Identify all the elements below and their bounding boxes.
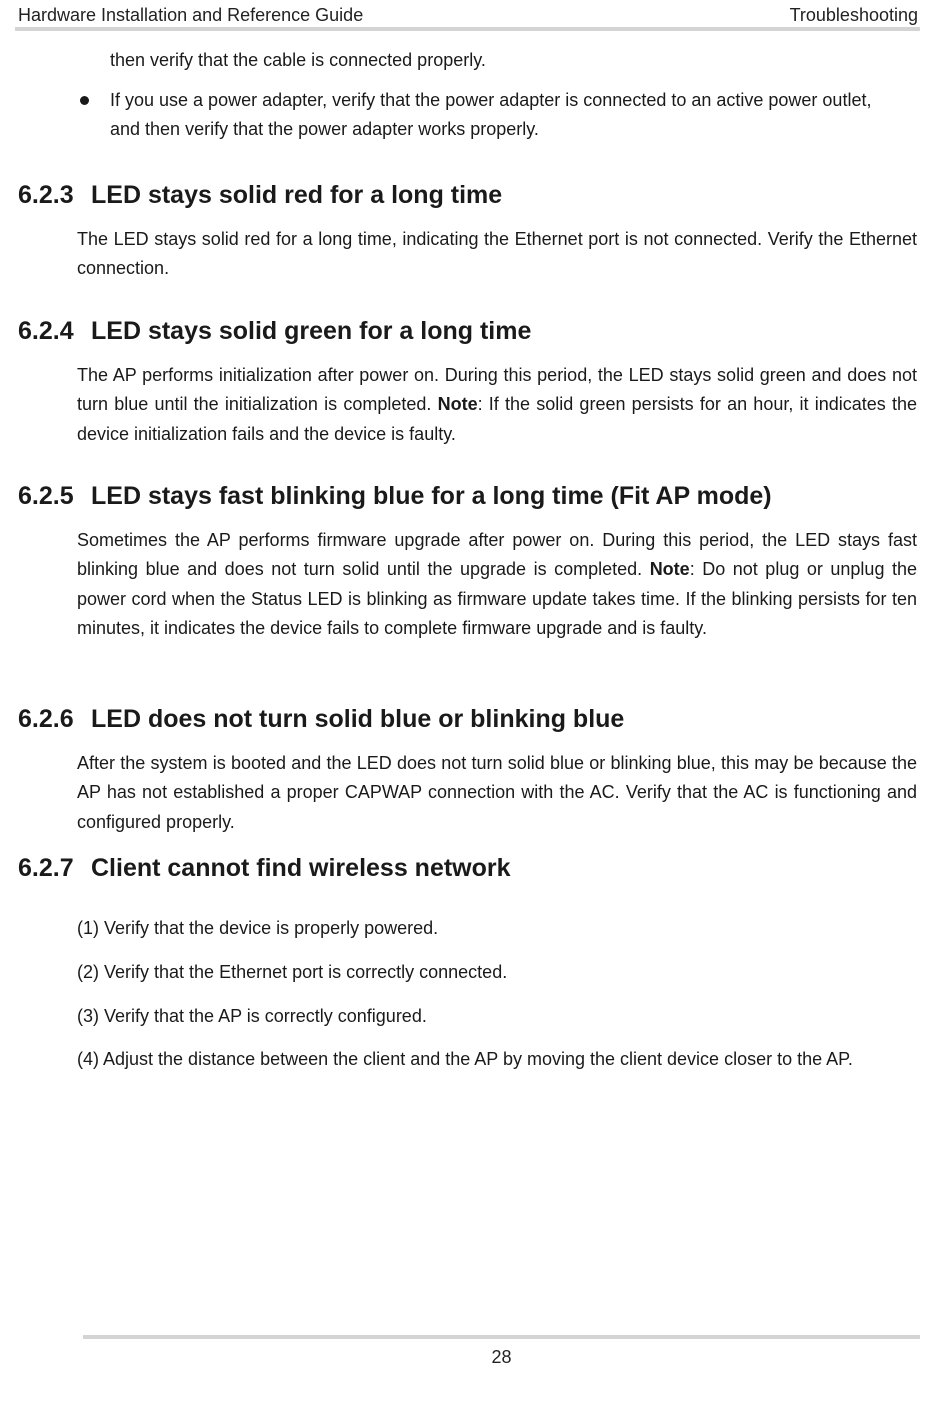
bullet-dot-icon <box>80 96 89 105</box>
section-title: LED does not turn solid blue or blinking blue <box>91 705 625 733</box>
note-label: Note <box>437 394 478 415</box>
page-header <box>18 3 918 27</box>
section-heading-6-2-7 <box>18 852 511 884</box>
list-item: (4) Adjust the distance between the client and the AP by moving the client device closer to the AP. <box>77 1049 853 1069</box>
note-label: Note <box>649 559 690 580</box>
header-chapter-title: Troubleshooting <box>789 5 918 25</box>
section-number: 6.2.7 <box>18 854 74 882</box>
header-doc-title: Hardware Installation and Reference Guide <box>18 5 364 25</box>
section-body-6-2-4 <box>77 361 917 449</box>
header-divider <box>15 27 920 31</box>
section-number: 6.2.5 <box>18 482 74 510</box>
list-item: (1) Verify that the device is properly powered. <box>77 918 439 938</box>
section-body-6-2-6: After the system is booted and the LED does not turn solid blue or blinking blue, this may be because the AP has not established a proper CAPWAP connection with the AC. Verify that the AC is functioning and configured properly. <box>77 753 917 832</box>
section-number: 6.2.4 <box>18 317 74 345</box>
section-title: LED stays fast blinking blue for a long time (Fit AP mode) <box>91 482 772 510</box>
list-item: (2) Verify that the Ethernet port is correctly connected. <box>77 962 508 982</box>
section-body-6-2-3: The LED stays solid red for a long time, indicating the Ethernet port is not connected. Verify the Ethernet connection. <box>77 229 917 279</box>
section-title: Client cannot find wireless network <box>91 854 511 882</box>
bullet-text: If you use a power adapter, verify that the power adapter is connected to an active power outlet, and then verify that the power adapter works properly. <box>110 90 872 139</box>
section-title: LED stays solid green for a long time <box>91 317 532 345</box>
section-heading-6-2-4 <box>18 315 531 347</box>
section-title: LED stays solid red for a long time <box>91 181 503 209</box>
section-heading-6-2-5 <box>18 480 772 512</box>
section-heading-6-2-6 <box>18 703 624 735</box>
page-number: 28 <box>491 1347 512 1367</box>
section-number: 6.2.3 <box>18 181 74 209</box>
body-text: : Do not plug or unplug the power cord when the Status LED is blinking as firmware update takes time. If the blinking persists for ten minutes, it indicates the device fails to complete firmware upgrade and is faulty. <box>77 559 917 638</box>
section-number: 6.2.6 <box>18 705 74 733</box>
body-text: : If the solid green persists for an hour, it indicates the device initialization fails and the device is faulty. <box>77 394 918 444</box>
footer-divider <box>83 1335 920 1339</box>
section-body-6-2-5 <box>77 526 917 643</box>
list-item: (3) Verify that the AP is correctly configured. <box>77 1006 427 1026</box>
body-text: The AP performs initialization after power on. During this period, the LED stays solid green and does not turn blue until the initialization is completed. <box>77 365 917 415</box>
section-heading-6-2-3 <box>18 179 502 211</box>
continued-text: then verify that the cable is connected properly. <box>110 50 486 70</box>
body-text: Sometimes the AP performs firmware upgrade after power on. During this period, the LED stays fast blinking blue and does not turn solid until the upgrade is completed. <box>77 530 917 580</box>
